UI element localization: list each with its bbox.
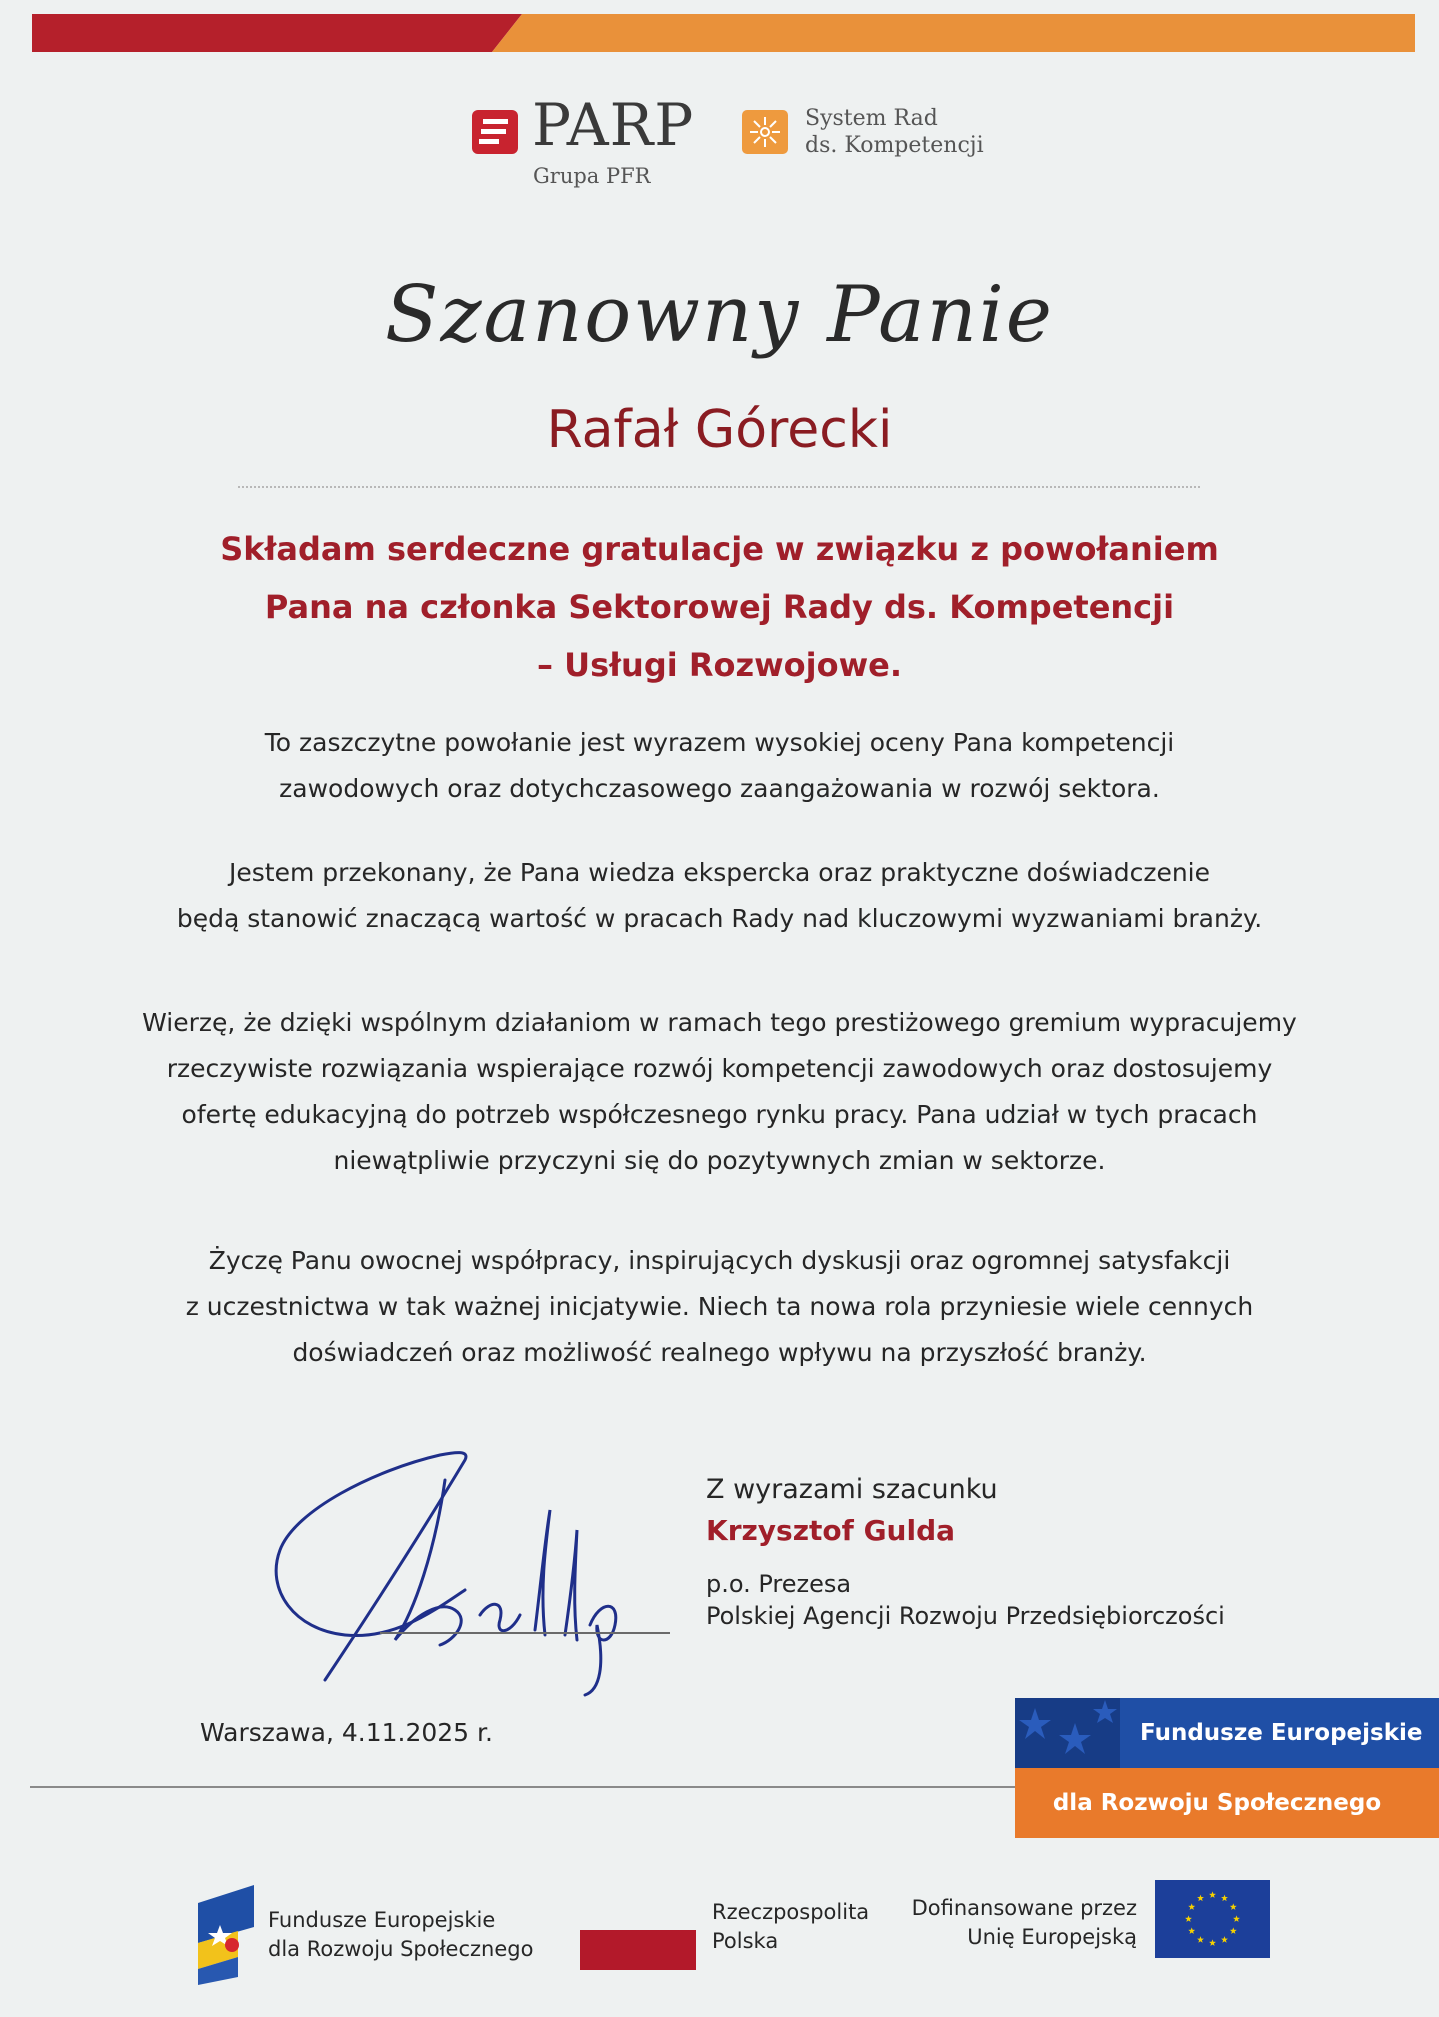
- fundusze-europejskie-logo-icon: [198, 1885, 254, 1985]
- fe-badge: [1015, 1698, 1439, 1838]
- parp-logo-text: PARP: [532, 91, 695, 159]
- fe-badge-bottom-label: dla Rozwoju Społecznego: [1052, 1790, 1382, 1816]
- system-rad-logo-text: System Rad ds. Kompetencji: [805, 106, 984, 158]
- parp-logo-icon: [472, 110, 518, 154]
- signer-name: Krzysztof Gulda: [706, 1514, 956, 1547]
- fe-badge-top-label: Fundusze Europejskie: [1140, 1720, 1423, 1746]
- footer-divider: [30, 1786, 1015, 1788]
- greeting: Szanowny Panie: [385, 270, 1054, 360]
- eu-flag-icon: [1155, 1880, 1270, 1958]
- headline: Składam serdeczne gratulacje w związku z powołaniem Pana na członka Sektorowej Rady ds. Kompetencji – Usługi Rozwojowe.: [220, 530, 1219, 684]
- footer-pl-text: Rzeczpospolita Polska: [712, 1900, 870, 1953]
- eu-star: [1230, 1903, 1237, 1910]
- eu-star: [1233, 1915, 1240, 1922]
- eu-star: [1221, 1936, 1228, 1943]
- signature-line: [380, 1632, 670, 1634]
- signer-role: p.o. Prezesa Polskiej Agencji Rozwoju Przedsiębiorczości: [706, 1570, 1225, 1630]
- eu-star: [1209, 1891, 1216, 1898]
- header-logos: [0, 91, 1439, 198]
- eu-star: [1188, 1903, 1195, 1910]
- paragraph-1: To zaszczytne powołanie jest wyrazem wysokiej oceny Pana kompetencji zawodowych oraz dotychczasowego zaangażowania w rozwój sektora.: [264, 728, 1175, 803]
- parp-logo-subtitle: Grupa PFR: [533, 164, 651, 188]
- paragraph-2: Jestem przekonany, że Pana wiedza ekspercka oraz praktyczne doświadczenie będą stanowić znaczącą wartość w pracach Rady nad kluczowymi wyzwaniami branży.: [176, 858, 1263, 933]
- top-color-bar: [32, 14, 1415, 52]
- paragraph-3: Wierzę, że dzięki wspólnym działaniom w ramach tego prestiżowego gremium wypracujemy rzeczywiste rozwiązania wspierające rozwój kompetencji zawodowych oraz dostosujemy ofertę edukacyjną do potrzeb współczesnego rynku pracy. Pana udział w tych pracach niewątpliwie przyczyni się do pozytywnych zmian w sektorze.: [142, 1008, 1297, 1175]
- recipient-name: Rafał Górecki: [546, 400, 893, 460]
- eu-star: [1197, 1895, 1204, 1902]
- eu-star: [1230, 1927, 1237, 1934]
- closing-phrase: Z wyrazami szacunku: [706, 1474, 998, 1505]
- footer-eu-text: Dofinansowane przez Unię Europejską: [911, 1896, 1137, 1949]
- eu-star: [1221, 1895, 1228, 1902]
- eu-stars-pattern-icon: [1015, 1698, 1120, 1768]
- eu-star: [1185, 1915, 1192, 1922]
- eu-star: [1197, 1936, 1204, 1943]
- eu-star: [1209, 1939, 1216, 1946]
- eu-star: [1188, 1927, 1195, 1934]
- place-date: Warszawa, 4.11.2025 r.: [200, 1718, 493, 1747]
- handwritten-signature: [265, 1440, 685, 1700]
- paragraph-4: Życzę Panu owocnej współpracy, inspirujących dyskusji oraz ogromnej satysfakcji z uczestnictwa w tak ważnej inicjatywie. Niech ta nowa rola przyniesie wiele cennych doświadczeń oraz możliwość realnego wpływu na przyszłość branży.: [185, 1246, 1254, 1367]
- footer-fe-text: Fundusze Europejskie dla Rozwoju Społecznego: [268, 1908, 534, 1961]
- polish-flag-icon: [580, 1930, 696, 1970]
- system-rad-logo-icon: [742, 110, 788, 154]
- dotted-divider: [238, 486, 1200, 488]
